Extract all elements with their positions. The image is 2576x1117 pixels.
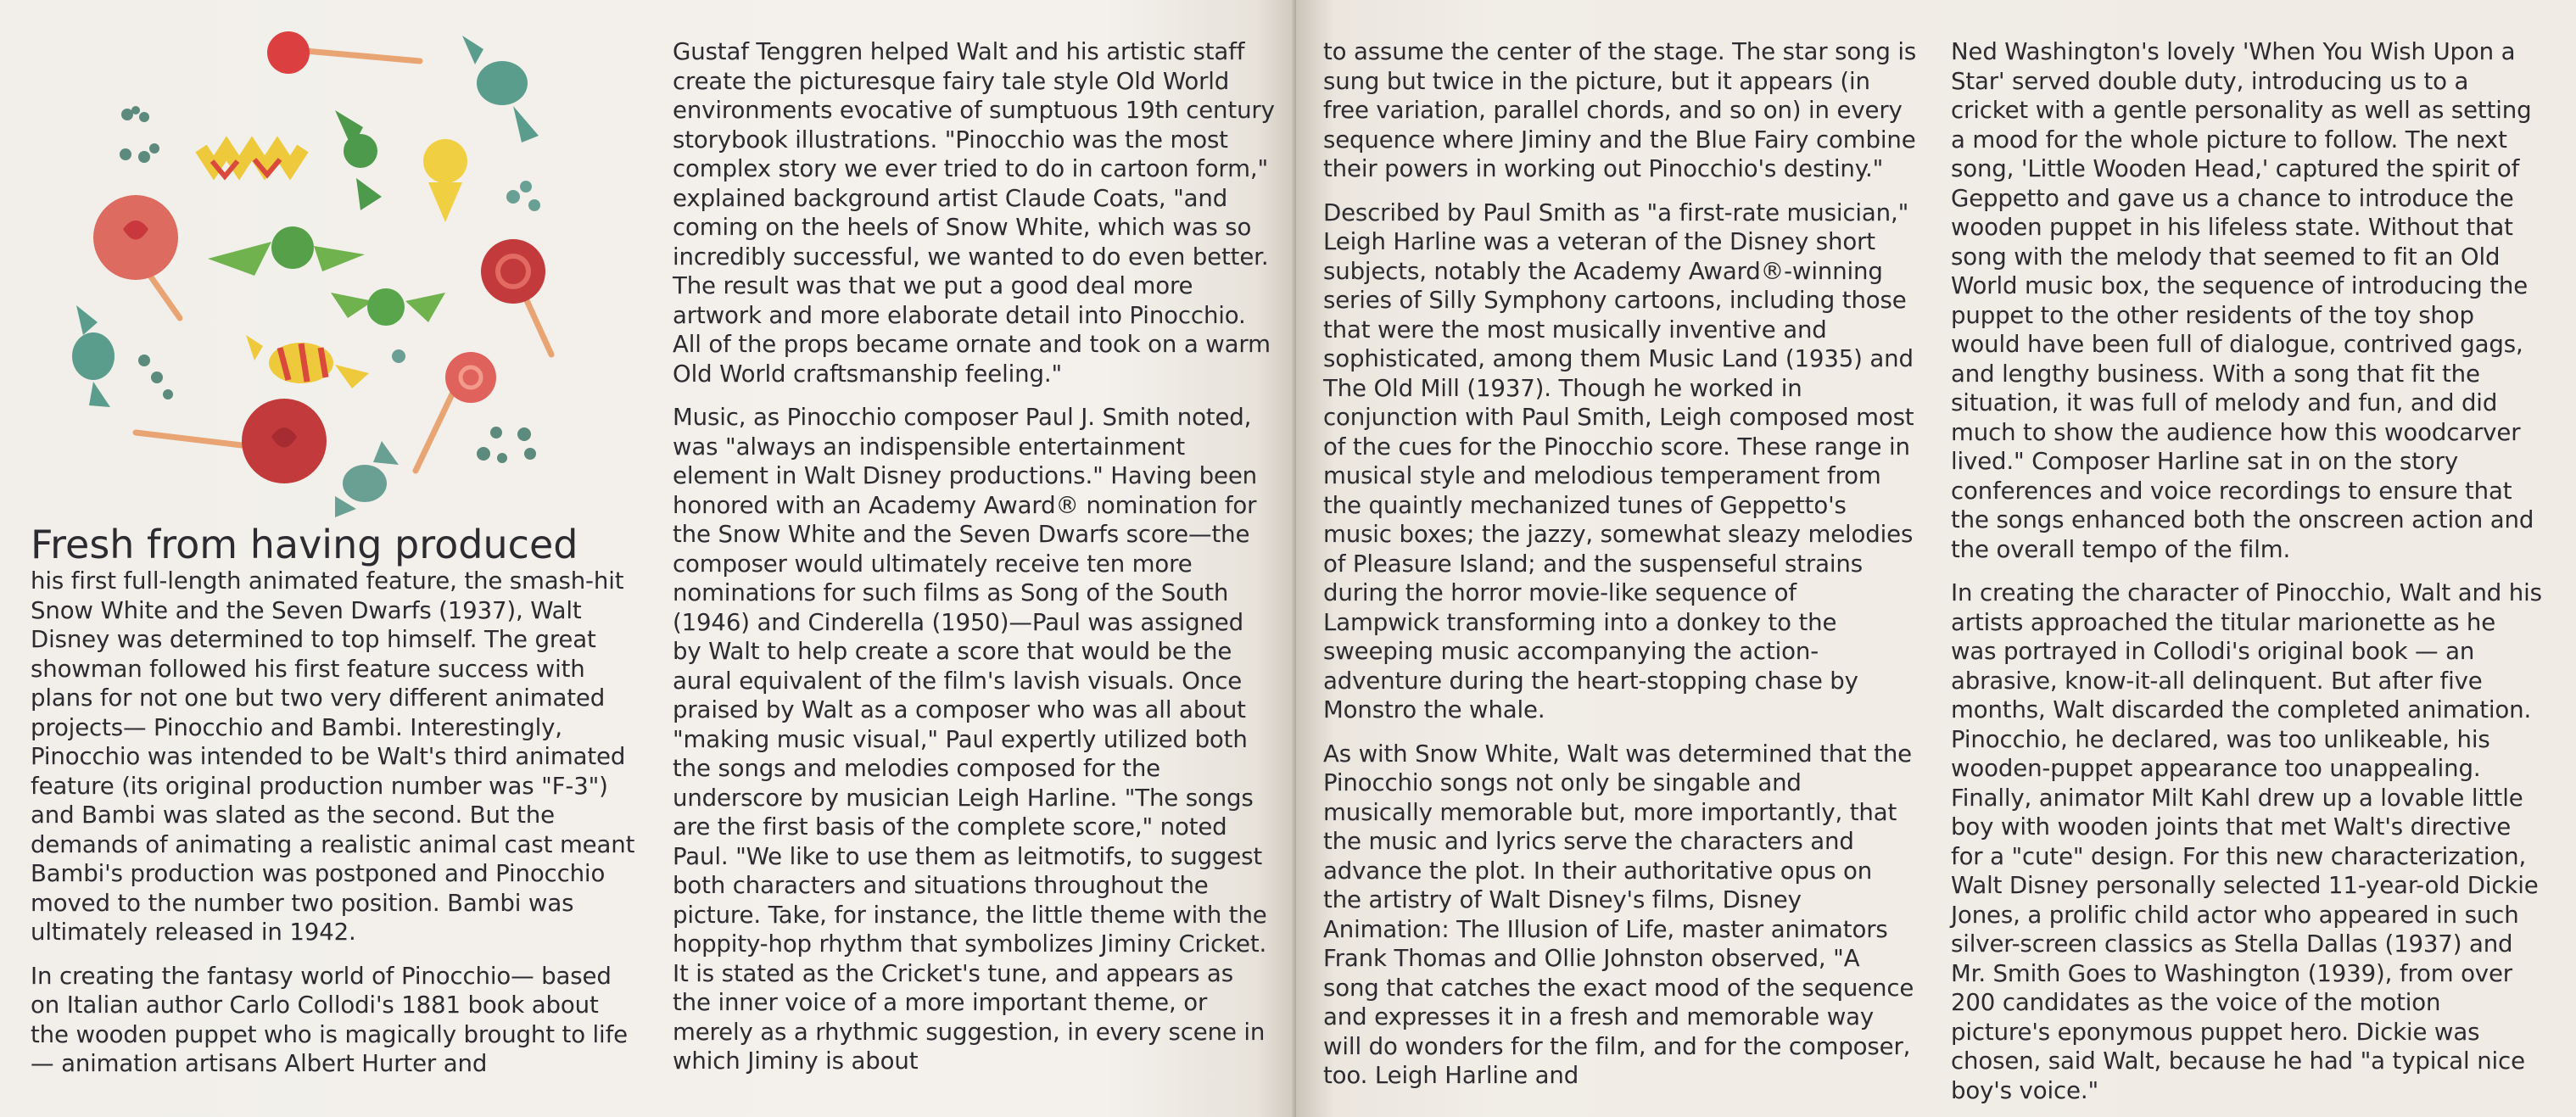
paragraph: Gustaf Tenggren helped Walt and his artistic staff create the picturesque fairy tale style Old World environments evocative of sumptuous 19th century storybook illustrations. "Pinocchio was the most complex story we ever tried to do in cartoon form," explained background artist Claude Coats, "and coming on the heels of Snow White, which was so incredibly successful, we wanted to do even better. The result was that we put a good deal more artwork and more elaborate detail into Pinocchio. All of the props became ornate and took on a warm Old World craftsmanship feeling." [673,37,1275,388]
paragraph: Ned Washington's lovely 'When You Wish Upon a Star' served double duty, introducing us to a cricket with a gentle personality as well as setting a mood for the whole picture to follow. The next song, 'Little Wooden Head,' captured the spirit of Geppetto and gave us a chance to introduce the wooden puppet in his lifeless state. Without that song with the melody that seemed to fit an Old World music box, the sequence of introducing the puppet to the other residents of the toy shop would have been full of dialogue, contrived gags, and lengthy business. With a song that fit the situation, it was full of melody and fun, and did much to show the audience how this woodcarver lived." Composer Harline sat in on the story conferences and voice recordings to ensure that the songs enhanced both the onscreen action and the overall tempo of the film. [1951,37,2534,563]
paragraph: In creating the fantasy world of Pinocchio— based on Italian author Carlo Collodi's 1881 book about the wooden puppet who is magically brought to life— animation artisans Albert Hurter and [31,961,628,1077]
section-heading: Fresh from having produced [31,522,578,567]
column-3 [1323,37,1917,1105]
column-2 [673,37,1277,1091]
column-1 [31,524,643,1093]
paragraph: As with Snow White, Walt was determined that the Pinocchio songs not only be singable and musically memorable but, more importantly, that the music and lyrics serve the characters and advance the plot. In their authoritative opus on the artistry of Walt Disney's films, Disney Animation: The Illusion of Life, master animators Frank Thomas and Ollie Johnston observed, "A song that catches the exact mood of the sequence and expresses it in a fresh and memorable way will do wonders for the film, and for the composer, too. Leigh Harline and [1323,739,1914,1089]
candy-illustration [0,0,645,543]
paragraph: to assume the center of the stage. The star song is sung but twice in the picture, but it appears (in free variation, parallel chords, and so on) in every sequence where Jiminy and the Blue Fairy combine their powers in working out Pinocchio's destiny." [1323,37,1917,182]
paragraph: Music, as Pinocchio composer Paul J. Smith noted, was "always an indispensible entertainment element in Walt Disney productions." Having been honored with an Academy Award® nomination for the Snow White and the Seven Dwarfs score—the composer would ultimately receive ten more nominations for such films as Song of the South (1946) and Cinderella (1950)—Paul was assigned by Walt to help create a score that would be the aural equivalent of the film's lavish visuals. Once praised by Walt as a composer who was all about "making music visual," Paul expertly utilized both the songs and melodies composed for the underscore by musician Leigh Harline. "The songs are the first basis of the complete score," noted Paul. "We like to use them as leitmotifs, to suggest both characters and situations throughout the picture. Take, for instance, the little theme with the hoppity-hop rhythm that symbolizes Jiminy Cricket. It is stated as the Cricket's tune, and appears as the inner voice of a more important theme, or merely as a rhythmic suggestion, in every scene in which Jiminy is about [673,403,1267,1075]
right-page [1296,0,2576,1117]
column-4 [1951,37,2545,1117]
paragraph: Described by Paul Smith as "a first-rate musician," Leigh Harline was a veteran of the Disney short subjects, notably the Academy Award®-winning series of Silly Symphony cartoons, including those that were the most musically inventive and sophisticated, among them Music Land (1935) and The Old Mill (1937). Though he worked in conjunction with Paul Smith, Leigh composed most of the cues for the Pinocchio score. These range in musical style and melodious temperament from the quaintly mechanized tunes of Geppetto's music boxes; the jazzy, somewhat sleazy melodies of Pleasure Island; and the suspenseful strains during the horror movie-like sequence of Lampwick transforming into a donkey to the sweeping music accompanying the action-adventure during the heart-stopping chase by Monstro the whale. [1323,198,1914,723]
paragraph: his first full-length animated feature, the smash-hit Snow White and the Seven Dwarfs (1937), Walt Disney was determined to top himself. The great showman followed his first feature success with plans for not one but two very different animated projects— Pinocchio and Bambi. Interestingly, Pinocchio was intended to be Walt's third animated feature (its original production number was "F-3") and Bambi was slated as the second. But the demands of animating a realistic animal cast meant Bambi's production was postponed and Pinocchio moved to the number two position. Bambi was ultimately released in 1942. [31,567,635,946]
paragraph: In creating the character of Pinocchio, Walt and his artists approached the titular marionette as he was portrayed in Collodi's original book — an abrasive, know-it-all delinquent. But after five months, Walt discarded the completed animation. Pinocchio, he declared, was too unlikeable, his wooden-puppet appearance too unappealing. Finally, animator Milt Kahl drew up a lovable little boy with wooden joints that met Walt's directive for a "cute" design. For this new characterization, Walt Disney personally selected 11-year-old Dickie Jones, a prolific child actor who appeared in such silver-screen classics as Stella Dallas (1937) and Mr. Smith Goes to Washington (1939), from over 200 candidates as the voice of the motion picture's eponymous puppet hero. Dickie was chosen, said Walt, because he had "a typical nice boy's voice." [1951,578,2542,1104]
